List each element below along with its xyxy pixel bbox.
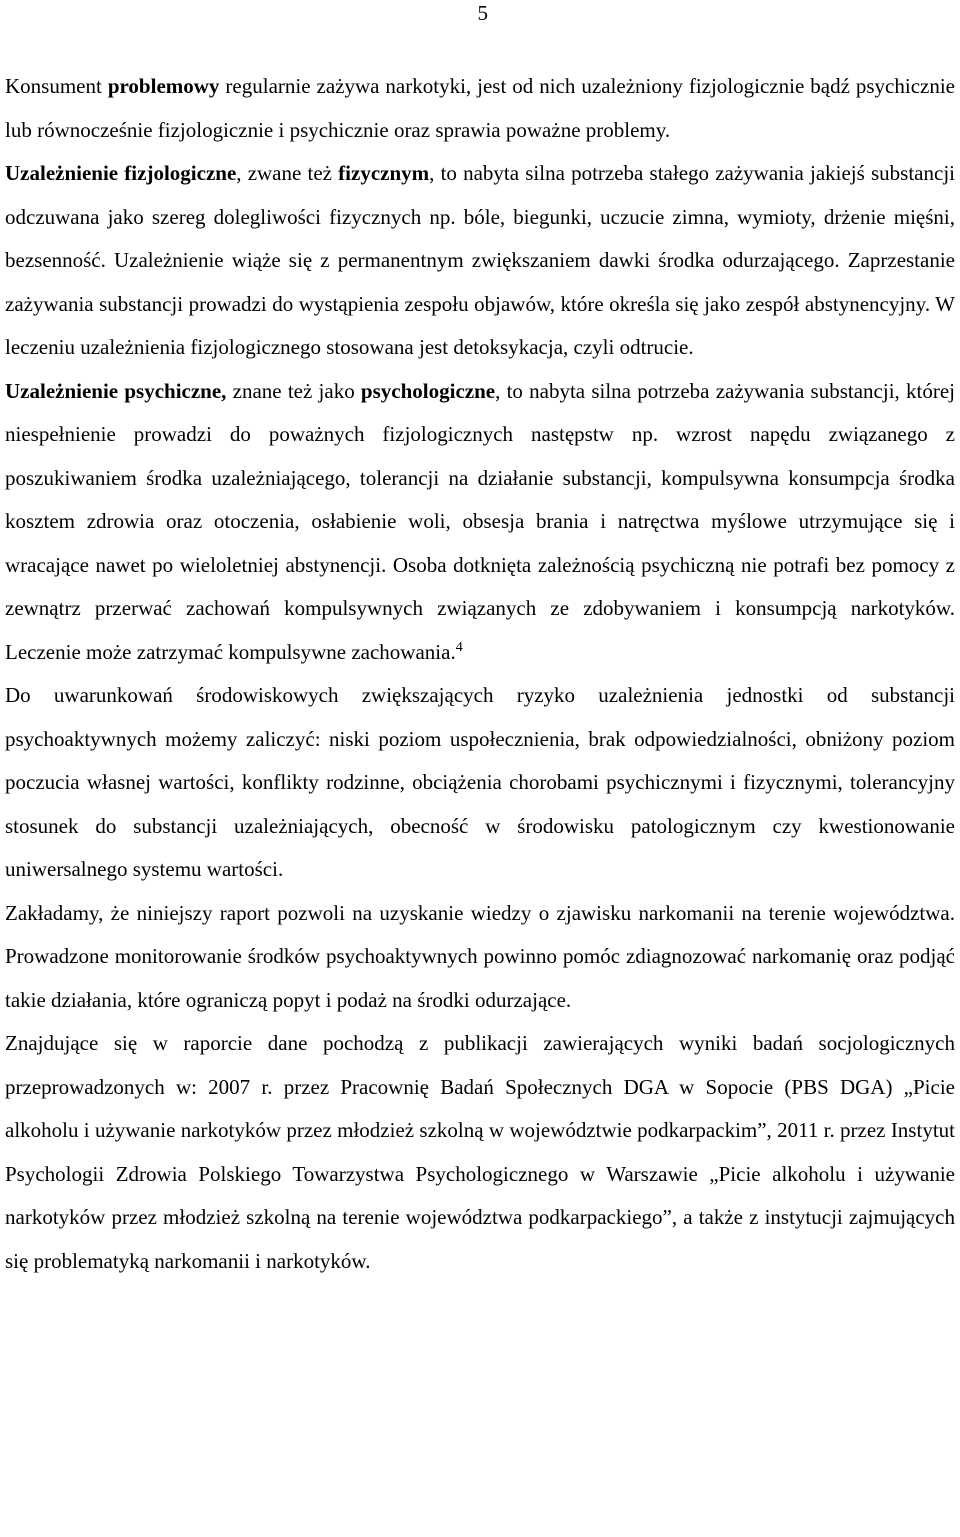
text-run: regularnie zażywa narkotyki, jest od nich uzależniony fizjologicznie bądź psychicznie lub równocześnie fizjologicznie i psychicznie oraz sprawia poważne problemy. — [5, 74, 955, 142]
text-run: , to nabyta silna potrzeba zażywania substancji, której niespełnienie prowadzi do poważnych fizjologicznych następstw np. wzrost napędu związanego z poszukiwaniem środka uzależniającego, tolerancji na działanie substancji, kompulsywna konsumpcja środka kosztem zdrowia oraz otoczenia, osłabienie woli, obsesja brania i natręctwa myślowe utrzymujące się i wracające nawet po wieloletniej abstynencji. Osoba dotknięta zależnością psychiczną nie potrafi bez pomocy z zewnątrz przerwać zachowań kompulsywnych związanych ze zdobywaniem i konsumpcją narkotyków. Leczenie może zatrzymać kompulsywne zachowania. — [5, 378, 955, 664]
paragraph-data-sources: Znajdujące się w raporcie dane pochodzą z publikacji zawierających wyniki badań socjologicznych przeprowadzonych w: 2007 r. przez Pracownię Badań Społecznych DGA w Sopocie (PBS DGA) „Picie alkoholu i używanie narkotyków przez młodzież szkolną w województwie podkarpackim”, 2011 r. przez Instytut Psychologii Zdrowia Polskiego Towarzystwa Psychologicznego w Warszawie „Picie alkoholu i używanie narkotyków przez młodzież szkolną na terenie województwa podkarpackiego”, a także z instytucji zajmujących się problematyką narkomanii i narkotyków. — [5, 1031, 955, 1273]
bold-term: problemowy — [107, 74, 220, 98]
page-content — [5, 65, 955, 1283]
bold-term: fizycznym — [338, 161, 430, 185]
page-number: 5 — [477, 1, 488, 25]
paragraph-psychological-addiction — [5, 370, 955, 675]
paragraph-environmental-factors: Do uwarunkowań środowiskowych zwiększających ryzyko uzależnienia jednostki od substancji psychoaktywnych możemy zaliczyć: niski poziom uspołecznienia, brak odpowiedzialności, obniżony poziom poczucia własnej wartości, konflikty rodzinne, obciążenia chorobami psychicznymi i fizycznymi, tolerancyjny stosunek do substancji uzależniających, obecność w środowisku patologicznym czy kwestionowanie uniwersalnego systemu wartości. — [5, 683, 955, 881]
bold-term: psychologiczne — [360, 378, 496, 403]
text-run: Konsument — [5, 74, 108, 98]
paragraph-report-purpose: Zakładamy, że niniejszy raport pozwoli na uzyskanie wiedzy o zjawisku narkomanii na terenie województwa. Prowadzone monitorowanie środków psychoaktywnych powinno pomóc zdiagnozować narkomanię oraz podjąć takie działania, które ograniczą popyt i podaż na środki odurzające. — [5, 900, 955, 1012]
text-run: znane też jako — [226, 378, 361, 403]
footnote-marker: 4 — [455, 639, 463, 655]
paragraph-physiological-addiction — [5, 152, 955, 370]
bold-term: Uzależnienie psychiczne, — [5, 378, 227, 403]
paragraph-problem-consumer — [5, 65, 955, 152]
text-run: , zwane też — [236, 161, 339, 185]
bold-term: Uzależnienie fizjologiczne — [5, 161, 237, 185]
text-run: , to nabyta silna potrzeba stałego zażywania jakiejś substancji odczuwana jako szereg dolegliwości fizycznych np. bóle, biegunki, uczucie zimna, wymioty, drżenie mięśni, bezsenność. Uzależnienie wiąże się z permanentnym zwiększaniem dawki środka odurzającego. Zaprzestanie zażywania substancji prowadzi do wystąpienia zespołu objawów, które określa się jako zespół abstynencyjny. W leczeniu uzależnienia fizjologicznego stosowana jest detoksykacja, czyli odtrucie. — [5, 161, 955, 359]
